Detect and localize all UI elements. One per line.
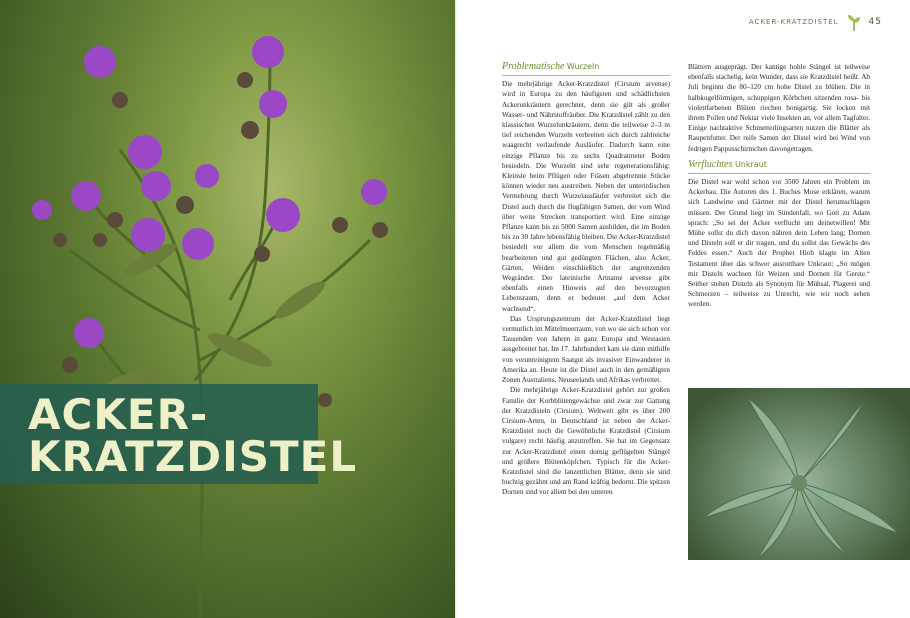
running-header: [749, 13, 882, 31]
thistle-rosette-photo: [688, 388, 910, 560]
heading-plain: Wurzeln: [566, 62, 600, 71]
running-title: ACKER-KRATZDISTEL: [748, 18, 839, 26]
page-gutter: [455, 0, 457, 618]
title-line-1: ACKER-: [28, 390, 209, 439]
title-banner: [0, 384, 358, 484]
title-line-2: KRATZDISTEL: [28, 432, 358, 481]
heading-script: Verfluchtes: [688, 158, 733, 170]
section-heading-wurzeln: [502, 62, 670, 76]
paragraph: Blättern ausgeprägt. Der kantige hohle Stängel ist teilweise ebenfalls stachelig, kein Wunder, dass sie Kratzdistel heißt. Ab Juli beginnt die 80–120 cm hohe Distel zu blühen. Die in halbkugelförmigen, schuppigen Körbchen sitzenden rosa- bis violettfarbenen Blüten riechen honigartig. Sie locken mit ihrem Pollen und Nektar viele Insekten an, vor allem Tagfalter. Einige nachtaktive Schmetterlingsarten nutzen die Blätter als Raupenfutter. Der reife Samen der Distel wird bei Wind von fedrigen Pappusschirmchen davongetragen.: [688, 63, 870, 153]
paragraph: Die mehrjährige Acker-Kratzdistel (Cirsium arvense) wird in Europa zu den häufigsten und schädlichsten Ackerunkräutern gerechnet, denn sie gilt als großer Wasser- und Nährstoffräuber. Die Kratzdistel zählt zu den klassischen Wurzelunkräutern, denn die teilweise 2–3 m tief reichenden Wurzeln verbreiten sich durch zahlreiche waagrecht verlaufende Ausläufer. Dadurch kann eine einzige Pflanze bis zu sechs Quadratmeter Boden besiedeln. Die Wurzeln sind sehr regenerationsfähig: Kleinste beim Pflügen oder Fräsen abgetrennte Stücke können wieder neu austreiben. Neben der unterirdischen Vermehrung durch Wurzelausläufer verbreitet sich die Distel auch durch die flugfähigen Samen, der vom Wind über weite Strecken transportiert wird. Eine einzige Pflanze kann bis zu 5000 Samen ausbilden, die im Boden bis zu 30 Jahre lebensfähig bleiben. Die Acker-Kratzdistel besiedelt vor allem die vom Menschen regelmäßig bearbeiteten und gut gedüngten Flächen, also Äcker, Gärten, Weiden einschließlich der angrenzenden Wegränder. Der lateinische Artname arvense gibt ebenfalls einen Hinweis auf den bevorzugten Lebensraum, denn er bedeutet „auf dem Acker wachsend“.: [502, 80, 670, 313]
sprout-icon: [847, 13, 861, 31]
paragraph: Das Ursprungszentrum der Acker-Kratzdistel liegt vermutlich im Mittelmeerraum, von wo sie sich schon vor Tausenden von Jahren in ganz Europa und Westasien ausgebreitet hat. Im 17. Jahrhundert kam sie dann mithilfe von verunreinigtem Saatgut als invasiver Einwanderer in Amerika an. Heute ist die Distel auch in den gemäßigten Zonen Australiens, Neuseelands und Afrikas verbreitet.: [502, 314, 670, 385]
rosette-illustration: [688, 388, 910, 560]
text-column-2: [688, 62, 870, 310]
section-heading-unkraut: [688, 160, 870, 174]
paragraph: Die mehrjährige Acker-Kratzdistel gehört zur großen Familie der Korbblütengewächse und zwar zur Gattung der Kratzdisteln (Cirsium). Weltweit gibt es über 200 Cirsium-Arten, in Deutschland ist neben der Acker-Kratzdistel noch die Gewöhnliche Kratzdistel (Cirsium vulgare) recht häufig anzutreffen. Sie hat im Gegensatz zur Acker-Kratzdistel einen dornig geflügelten Stängel und größere Blütenköpfchen. Typisch für die Acker-Kratzdistel sind die lanzettlichen Blätter, denn sie sind buchtig gezähnt und am Rand kräftig bedornt. Die spitzen Dornen sind vor allem bei den unteren: [502, 386, 670, 497]
page-number: 45: [868, 17, 882, 27]
paragraph: Die Distel war wohl schon vor 3500 Jahren ein Problem im Ackerbau. Die Autoren des 1. Buches Mose erklären, warum sich Landwirte und Gärtner mit der Distel herumschlagen müssen. Der Grund liegt im Sündenfall, wo Gott zu Adam sprach: „So sei der Acker verflucht um deinetwillen! Mit Mühe sollst du dich davon nähren dein Leben lang; Dornen und Disteln soll er dir tragen, und du sollst das Gewächs des Feldes essen.“ Auch der Prophet Hiob klagte im Alten Testament über das schwer ausrottbare Unkraut: „So mögen mir Disteln wachsen für Weizen und Dornen für Gerste.“ Seither stehen Disteln als Synonym für Mühsal, Plagerei und Schmerzen – teilweise zu Unrecht, wie wir noch sehen werden.: [688, 178, 870, 309]
heading-plain: Unkraut: [734, 159, 767, 169]
text-column-1: [502, 62, 670, 498]
heading-script: Problematische: [502, 61, 565, 72]
